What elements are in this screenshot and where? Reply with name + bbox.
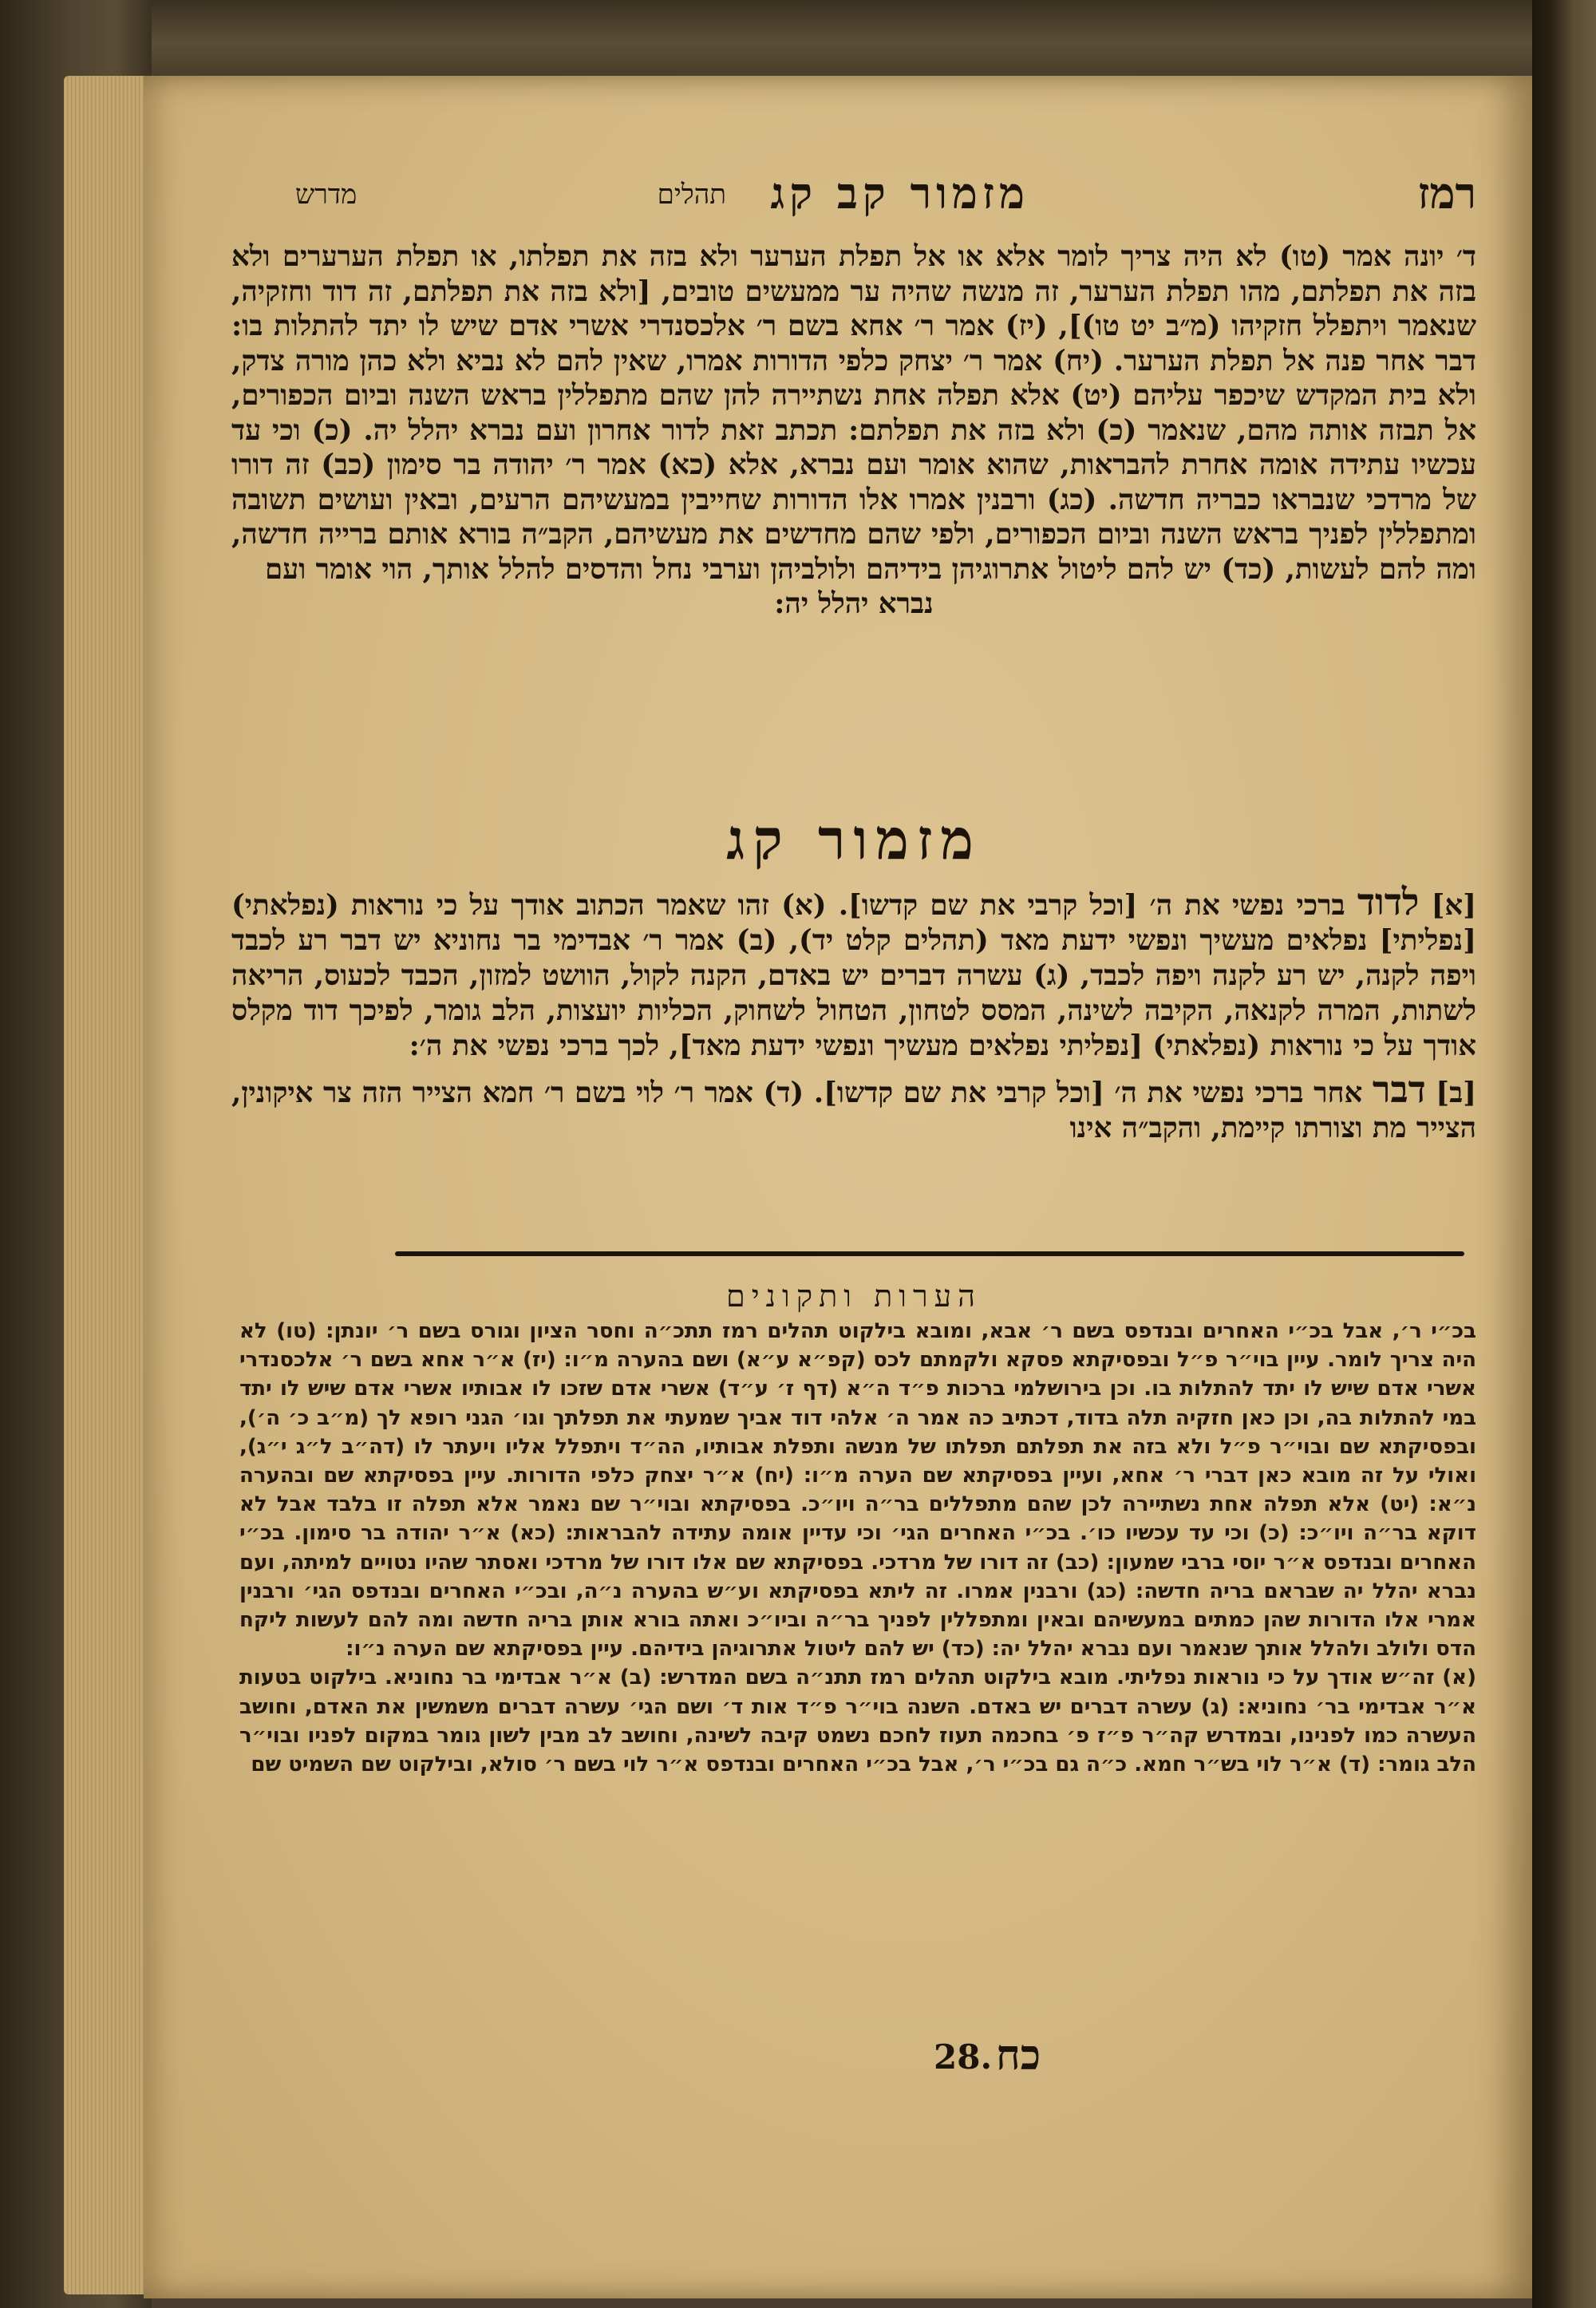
book-cover-top (0, 0, 1596, 72)
notes-title: הערות ותקונים (726, 1278, 982, 1314)
header-source: מדרש (295, 179, 358, 211)
paragraph-marker: [א] (1431, 889, 1477, 922)
header-psalm: מזמור קב קג (770, 168, 1029, 219)
main-paragraph: ד׳ יונה אמר (טו) לא היה צריך לומר אלא או אל תפלת הערער ולא בזה את תפלתו, או תפלת הערערים ולא בזה את תפלתם, מהו תפלת הערער, זה מנשה שהיה ער ממעשים טובים, [ולא בזה את תפלתם, זה דוד וחזקיה, שנאמר ויתפלל חזקיהו (מ״ב יט טו)], (יז) אמר ר׳ אחא בשם ר׳ אלכסנדרי אשרי אדם שיש לו יתד להתלות בו: דבר אחר פנה אל תפלת הערער. (יח) אמר ר׳ יצחק כלפי הדורות אמרו, שאין להם לא נביא ולא כהן מורה צדק, ולא בית המקדש שיכפר עליהם (יט) אלא תפלה אחת נשתיירה להן שהם מתפללין בראש השנה וביום הכפורים, אל תבזה אותה מהם, שנאמר (כ) ולא בזה את תפלתם: תכתב זאת לדור אחרון ועם נברא יהלל יה. (כ) וכי עד עכשיו עתידה אומה אחרת להבראות, שהוא אומר ועם נברא, אלא (כא) אמר ר׳ יהודה בר סימון (כב) זה דורו של מרדכי שנבראו כבריה חדשה. (כג) ורבנין אמרו אלו הדורות שחייבין במעשיהם הרעים, ובאין ועושים תשובה ומתפללין לפניך בראש השנה וביום הכפורים, ולפי שהם מחדשים את מעשיהם, הקב״ה בורא אותם ברייה חדשה, ומה להם לעשות, (כד) יש להם ליטול אתרוגיהן בידיהם ולולביהן וערבי נחל והדסים להלל אותך, הוי אומר ועם (231, 240, 1476, 586)
main-text-block (231, 239, 1476, 622)
paragraph-text: אחר ברכי נפשי את ה׳ [וכל קרבי את שם קדשו]. (ד) אמר ר׳ לוי בשם ר׳ חמא הצייר הזה צר איקונין, הצייר מת וצורתו קיימת, והקב״ה אינו (231, 1077, 1476, 1144)
psalm-title: מזמור קג (726, 806, 982, 872)
footer-page-hebrew: כח (996, 2031, 1041, 2080)
psalm-text-block (231, 880, 1477, 1154)
main-last-line: נברא יהלל יה: (774, 587, 934, 620)
psalm-paragraph-1 (231, 880, 1477, 1064)
notes-paragraph: (א) זה״ש אודך על כי נוראות נפליתי. מובא בילקוט תהלים רמז תתנ״ה בשם המדרש: (ב) א״ר אבדימי בר נחוניא. בילקוט בטעות א״ר אבדימי בר׳ נחוניא: (ג) עשרה דברים יש באדם. השנה בוי״ר פ״ד אות ד׳ ושם הגי׳ עשרה דברים משמשין את האדם, וחושב העשרה כמו לפנינו, ובמדרש קה״ר פ״ז פ׳ בחכמה תעוז לחכם נשמט קיבה לשינה, וחושב לב מבין לשון גומר במקום לפניו ובוי״ר הלב גומר: (ד) א״ר לוי בש״ר חמא. כ״ה גם בכ״י ר׳, אבל בכ״י האחרים ובנדפס א״ר לוי בשם ר׳ סולא, ובילקוט שם השמיט שם (239, 1666, 1476, 1777)
page-stack-edge (64, 76, 152, 2294)
psalm-paragraph-2 (231, 1068, 1476, 1146)
page-footer (934, 2031, 1173, 2087)
opening-word: לדוד (1357, 880, 1420, 923)
paragraph-text: ברכי נפשי את ה׳ [וכל קרבי את שם קדשו]. (א) זהו שאמר הכתוב אודך על כי נוראות (נפלאתי) [נפליתי] נפלאים מעשיך ונפשי ידעת מאד (תהלים קלט יד), (ב) אמר ר׳ אבדימי בר נחוניא יש דבר רע לכבד ויפה לקנה, יש רע לקנה ויפה לכבד, (ג) עשרה דברים יש באדם, הקנה לקול, הוושט למזון, הכבד לכעוס, הריאה לשתות, המרה לקנאה, הקיבה לשינה, המסס לטחון, הטחול לשחוק, הכליות יועצות, הלב גומר, לפיכך דוד מקלס אודך על כי נוראות (נפלאתי) [נפליתי נפלאים מעשיך ונפשי ידעת מאד], לכך ברכי נפשי את ה׳: (231, 889, 1476, 1062)
paragraph-marker: [ב] (1436, 1077, 1476, 1109)
opening-word: דבר (1372, 1068, 1426, 1111)
notes-block (239, 1317, 1476, 1779)
footer-page-number: 28. (934, 2037, 993, 2077)
running-header (231, 168, 1476, 239)
notes-paragraph: בכ״י ר׳, אבל בכ״י האחרים ובנדפס בשם ר׳ אבא, ומובא בילקוט תהלים רמז תתכ״ה וחסר הציון וגורס בשם ר׳ יונתן: (טו) לא היה צריך לומר. עיין בוי״ר פ״ל ובפסיקתא פסקא ולקמתם לכס (קפ״א ע״א) ושם בהערה מ״ו: (יז) א״ר אחא בשם ר׳ אלכסנדרי אשרי אדם שיש לו יתד להתלות בו. וכן בירושלמי ברכות פ״ד ה״א (דף ז׳ ע״ד) אשרי אדם שזכו לו אבותיו אשרי אדם שיש לו יתד במי להתלות בה, וכן כאן חזקיה תלה בדוד, דכתיב כה אמר ה׳ אלהי דוד אביך שמעתי את תפלתך וגו׳ הגני רופא לך (מ״ב כ׳ ה׳), ובפסיקתא שם ובוי״ר פ״ל ולא בזה את תפלתם תפלתו של מנשה ותפלת אבותיו, הה״ד ויתפלל אליו ויעתר לו (דה״ב ל״ג י״ג), ואולי על זה מובא כאן דברי ר׳ אחא, ועיין בפסיקתא שם הערה מ״ו: (יח) א״ר יצחק כלפי הדורות. עיין בפסיקתא שם ובהערה נ״א: (יט) אלא תפלה אחת נשתיירה לכן שהם מתפללים בר״ה ויו״כ. בפסיקתא ובוי״ר שם נאמר אלא תפלה זו בלבד אבל לא דוקא בר״ה ויו״כ: (כ) וכי עד עכשיו כו׳. בכ״י האחרים הגי׳ וכי עדיין אומה עתידה להבראות: (כא) א״ר יהודה בר סימון. בכ״י האחרים ובנדפס א״ר יוסי ברבי שמעון: (כב) זה דורו של מרדכי. בפסיקתא שם אלו דורו של מרדכי ואסתר שהיו נטויים למיתה, ועם נברא יהלל יה שבראם בריה חדשה: (כג) ורבנין אמרו. זה ליתא בפסיקתא וע״ש בהערה נ״ה, ובכ״י האחרים ובנדפס הגי׳ ורבנין אמרי אלו הדורות שהן כמתים במעשיהם ובאין ומתפללין לפניך בר״ה וביו״כ ואתה בורא אותן בריה חדשה ומה להם לעשות ליקח הדס ולולב ולהלל אותך שנאמר ועם נברא יהלל יה: (כד) יש להם ליטול אתרוגיהן בידיהם. עיין בפסיקתא שם הערה נ״ו: (239, 1319, 1476, 1662)
header-page-hebrew: רמז (1417, 168, 1476, 219)
header-book: תהלים (657, 179, 726, 211)
section-divider (395, 1251, 1464, 1256)
book-spine-right (1532, 0, 1596, 2308)
